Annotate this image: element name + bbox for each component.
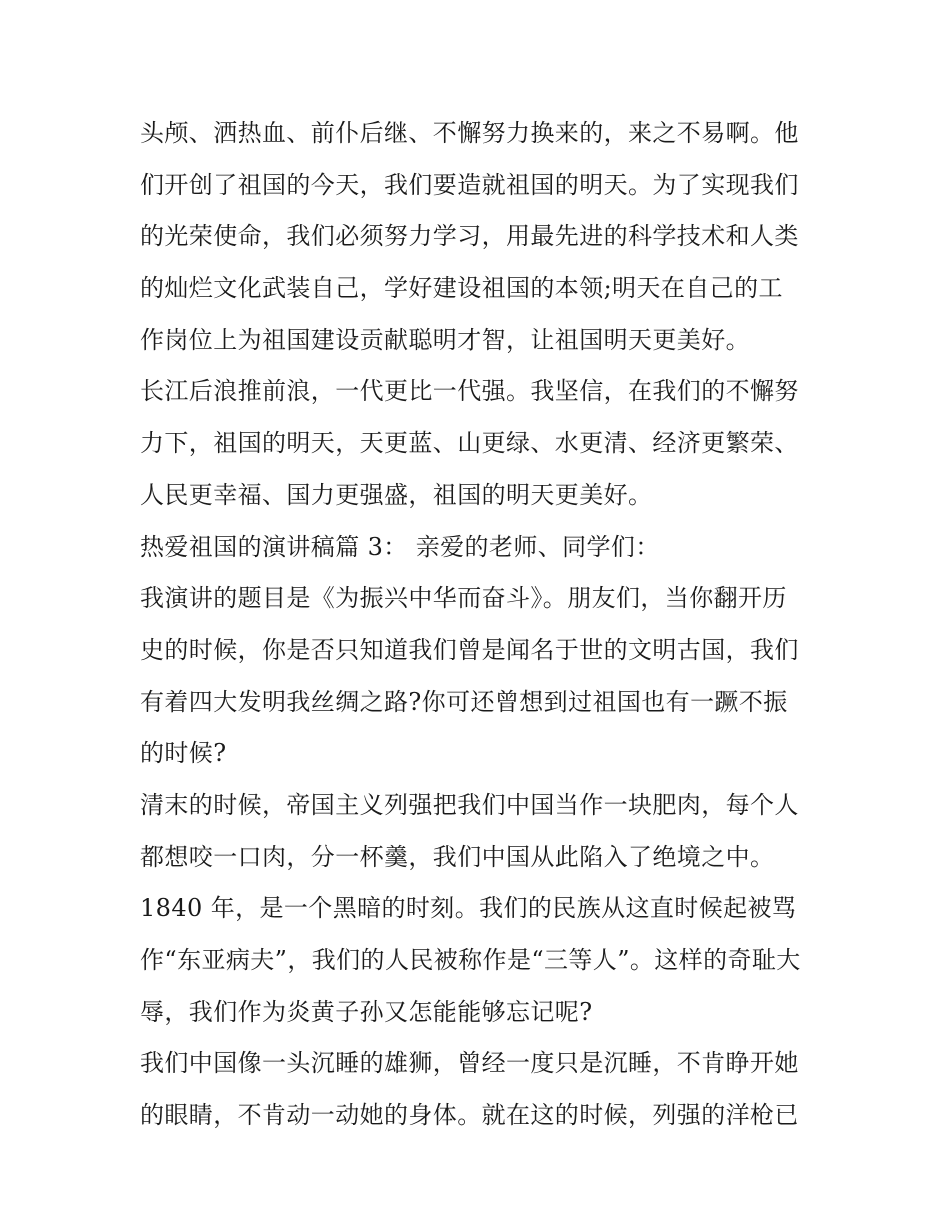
text-line: 我们中国像一头沉睡的雄狮，曾经一度只是沉睡，不肯睁开她 bbox=[140, 1049, 799, 1078]
text-line: 的光荣使命，我们必须努力学习，用最先进的科学技术和人类 bbox=[140, 222, 799, 251]
text-line: 我演讲的题目是《为振兴中华而奋斗》。朋友们，当你翻开历 bbox=[140, 584, 787, 613]
text-line: 都想咬一口肉，分一杯羹，我们中国从此陷入了绝境之中。 bbox=[140, 842, 775, 871]
section-heading-line: 热爱祖国的演讲稿篇 3： 亲爱的老师、同学们： bbox=[140, 532, 660, 561]
text-line: 们开创了祖国的今天，我们要造就祖国的明天。为了实现我们 bbox=[140, 170, 799, 199]
text-line: 1840 年，是一个黑暗的时刻。我们的民族从这直时候起被骂 bbox=[140, 894, 797, 923]
document-body bbox=[140, 108, 820, 1142]
text-line: 有着四大发明我丝绸之路?你可还曾想到过祖国也有一蹶不振 bbox=[140, 687, 788, 716]
text-line: 人民更幸福、国力更强盛，祖国的明天更美好。 bbox=[140, 480, 653, 509]
text-line: 头颅、洒热血、前仆后继、不懈努力换来的，来之不易啊。他 bbox=[140, 119, 799, 147]
text-line: 史的时候，你是否只知道我们曾是闻名于世的文明古国，我们 bbox=[140, 635, 799, 664]
text-line: 辱，我们作为炎黄子孙又怎能能够忘记呢? bbox=[140, 997, 593, 1026]
text-line: 的灿烂文化武装自己，学好建设祖国的本领;明天在自己的工 bbox=[140, 274, 783, 303]
text-line: 长江后浪推前浪，一代更比一代强。我坚信，在我们的不懈努 bbox=[140, 377, 799, 406]
text-line: 的时候? bbox=[140, 739, 227, 768]
text-line: 清末的时候，帝国主义列强把我们中国当作一块肥肉，每个人 bbox=[140, 790, 799, 819]
text-line: 的眼睛，不肯动一动她的身体。就在这的时候，列强的洋枪已 bbox=[140, 1101, 799, 1130]
text-line: 力下，祖国的明天，天更蓝、山更绿、水更清、经济更繁荣、 bbox=[140, 429, 799, 458]
text-line: 作岗位上为祖国建设贡献聪明才智，让祖国明天更美好。 bbox=[140, 325, 750, 354]
text-line: 作“东亚病夫”，我们的人民被称作是“三等人”。这样的奇耻大 bbox=[140, 946, 801, 974]
